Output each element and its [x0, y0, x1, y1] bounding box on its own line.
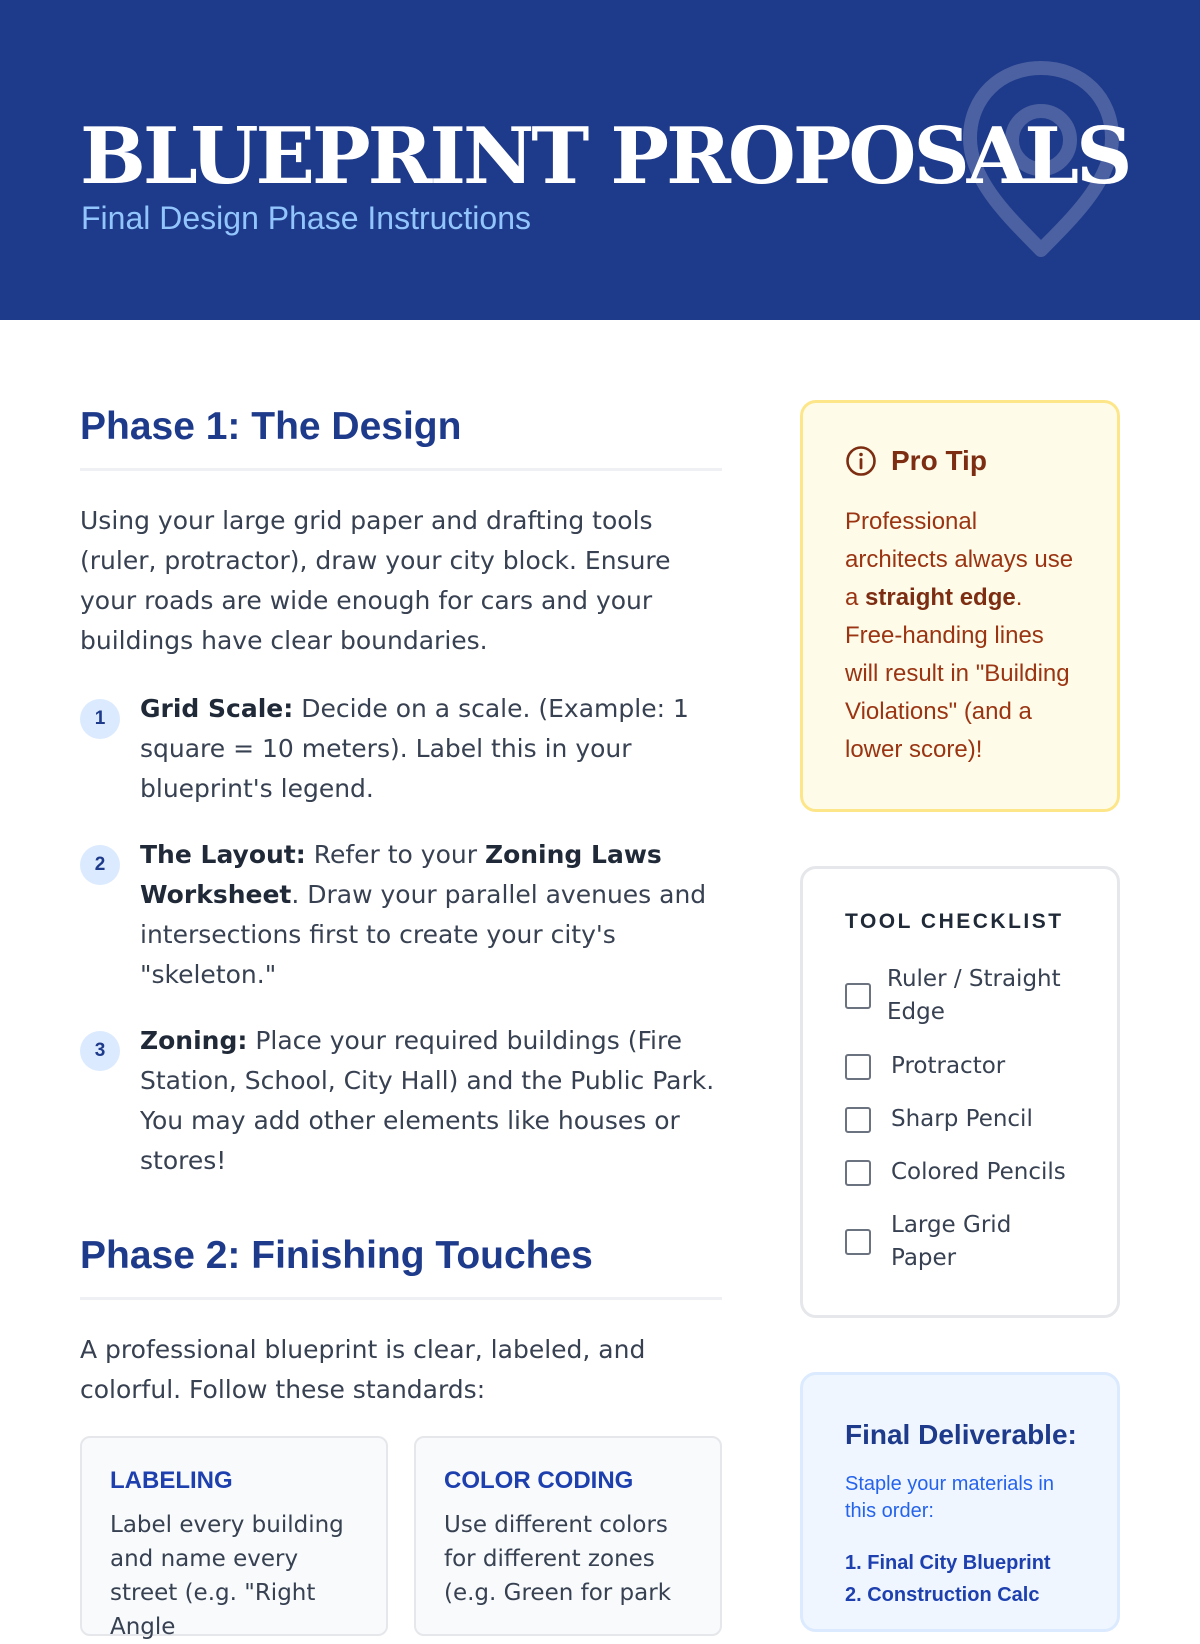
pro-tip-box [800, 400, 1120, 812]
phase-1-steps [80, 689, 722, 1181]
checklist-item-grid-paper[interactable] [845, 1209, 1041, 1275]
pro-tip-text [845, 503, 1077, 769]
page-header [0, 0, 1200, 320]
tool-checklist [800, 866, 1120, 1318]
step-text: Decide on a scale. (Example: 1 square = 10 meters). Label this in your blueprint's legend. [140, 694, 689, 803]
final-deliverable-box [800, 1372, 1120, 1632]
step-text: . Draw your parallel avenues and intersections first to create your city's "skeleton." [140, 880, 707, 989]
checkbox[interactable] [845, 1054, 871, 1080]
phase-1-intro: Using your large grid paper and drafting tools (ruler, protractor), draw your city block. Ensure your roads are wide enough for cars and your buildings have clear boundaries. [80, 506, 671, 655]
checklist-title: TOOL CHECKLIST [845, 910, 1064, 933]
checklist-item-label: Ruler / Straight Edge [887, 966, 1061, 1025]
tip-text: Professional architects always use a [845, 508, 1074, 611]
step-number-badge: 1 [80, 699, 120, 739]
pro-tip-header [845, 441, 1117, 481]
checkbox[interactable] [845, 1160, 871, 1186]
checklist-item-label: Protractor [891, 1053, 1006, 1079]
step-number-badge: 2 [80, 845, 120, 885]
checklist-item-protractor[interactable] [845, 1050, 1081, 1083]
checklist-item-ruler[interactable] [845, 963, 1077, 1029]
card-title: COLOR CODING [444, 1467, 634, 1494]
phase-1-title: Phase 1: The Design [80, 402, 722, 471]
tip-emphasis: straight edge [865, 584, 1016, 611]
step-label: Grid Scale: [140, 694, 294, 723]
deliverable-item: 2. Construction Calc [845, 1584, 1040, 1606]
checklist-item-colored-pencils[interactable] [845, 1156, 1081, 1189]
card-title: LABELING [110, 1467, 233, 1494]
checklist-item-pencil[interactable] [845, 1103, 1081, 1136]
step-number-badge: 3 [80, 1031, 120, 1071]
map-pin-icon [958, 60, 1124, 260]
page-subtitle: Final Design Phase Instructions [81, 200, 531, 236]
page-title: BLUEPRINT PROPOSALS [80, 111, 1130, 202]
checkbox[interactable] [845, 1229, 871, 1255]
worksheet-reference: Zoning Laws Worksheet [140, 840, 662, 909]
standards-cards [80, 1436, 722, 1640]
main-content [80, 360, 722, 1640]
checkbox[interactable] [845, 983, 871, 1009]
checklist-item-label: Sharp Pencil [891, 1106, 1033, 1132]
color-coding-card [414, 1436, 722, 1636]
card-body: Use different colors for different zones (e.g. Green for park [444, 1512, 672, 1606]
card-body: Label every building and name every street (e.g. "Right Angle [110, 1512, 344, 1640]
final-deliverable-text: Staple your materials in this order: [845, 1473, 1054, 1522]
step-label: Zoning: [140, 1026, 248, 1055]
checkbox[interactable] [845, 1107, 871, 1133]
step-text: Refer to your [305, 840, 485, 869]
labeling-card [80, 1436, 388, 1640]
checklist-item-label: Large Grid Paper [891, 1212, 1012, 1271]
deliverable-list [845, 1547, 1117, 1611]
pro-tip-title: Pro Tip [891, 445, 987, 476]
phase-2-title: Phase 2: Finishing Touches [80, 1231, 722, 1300]
step-label: The Layout: [140, 840, 306, 869]
phase-2-intro: A professional blueprint is clear, labeled, and colorful. Follow these standards: [80, 1335, 646, 1404]
deliverable-item: 1. Final City Blueprint [845, 1552, 1051, 1574]
tip-text: . Free-handing lines will result in "Building Violations" (and a lower score)! [845, 584, 1070, 763]
checklist-item-label: Colored Pencils [891, 1159, 1066, 1185]
step-text: Place your required buildings (Fire Station, School, City Hall) and the Public Park. You may add other elements like houses or stores! [140, 1026, 715, 1175]
final-deliverable-title: Final Deliverable: [845, 1419, 1077, 1450]
info-circle-icon [845, 445, 877, 477]
step-grid-scale [80, 689, 722, 809]
step-zoning [80, 1021, 722, 1181]
step-layout [80, 835, 722, 995]
